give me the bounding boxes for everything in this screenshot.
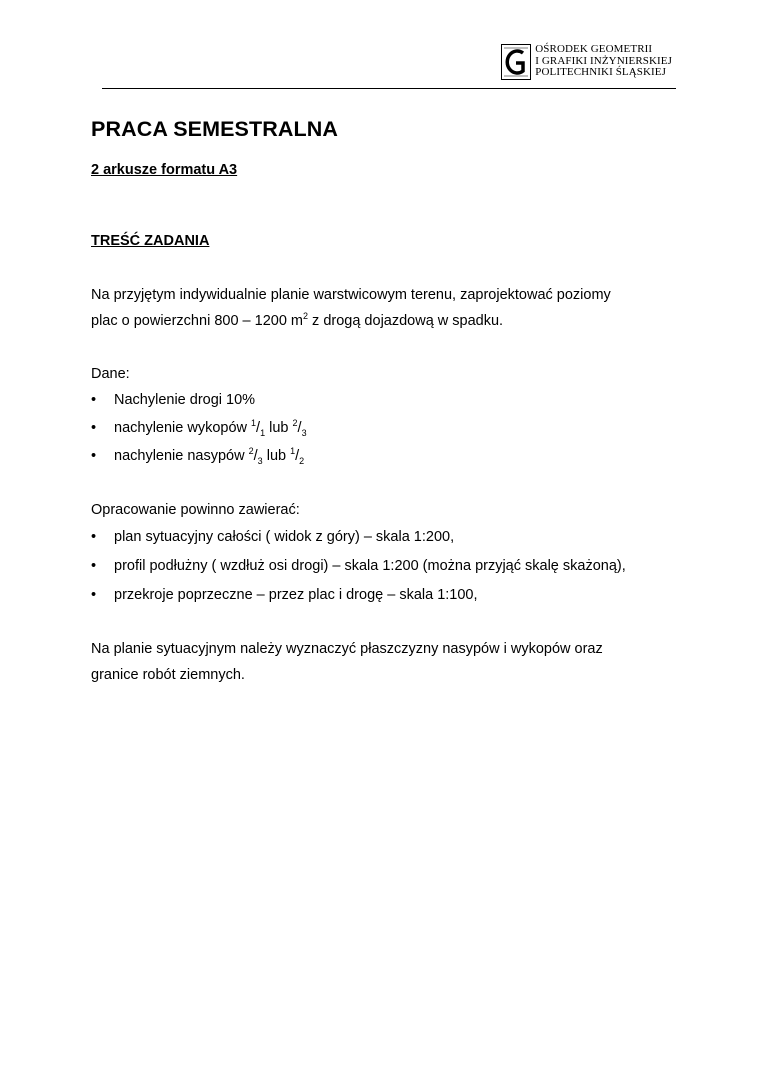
list-item	[91, 529, 454, 545]
institution-header	[501, 44, 672, 80]
subtitle: 2 arkusze formatu A3	[91, 162, 238, 178]
institution-line-3: POLITECHNIKI ŚLĄSKIEJ	[535, 66, 666, 78]
final-line-1: Na planie sytuacyjnym należy wyznaczyć płaszczyzny nasypów i wykopów oraz	[91, 641, 603, 657]
final-line-2: granice robót ziemnych.	[91, 667, 245, 683]
task-line-1: Na przyjętym indywidualnie planie warstwicowym terenu, zaprojektować poziomy	[91, 287, 611, 303]
list-item	[91, 392, 255, 408]
bullet-icon: •	[91, 558, 97, 574]
bullet-icon: •	[91, 448, 97, 464]
institution-name	[535, 44, 672, 79]
page-title: PRACA SEMESTRALNA	[91, 117, 338, 141]
list-item-text: nachylenie nasypów $^2/_3$ lub $^1/_2$	[114, 446, 305, 466]
list-item-text: profil podłużny ( wzdłuż osi drogi) – skala 1:200 (można przyjąć skalę skażoną),	[114, 558, 626, 574]
bullet-icon: •	[91, 392, 97, 408]
section-heading: TREŚĆ ZADANIA	[91, 233, 210, 249]
list-item-text: plan sytuacyjny całości ( widok z góry) – skala 1:200,	[114, 529, 455, 545]
institution-logo-icon	[501, 44, 531, 80]
given-label: Dane:	[91, 366, 130, 382]
list-item	[91, 558, 626, 574]
list-item	[91, 420, 307, 436]
list-item	[91, 587, 478, 603]
bullet-icon: •	[91, 420, 97, 436]
task-line-2: plac o powierzchni 800 – 1200 $m^2$ z drogą dojazdową w spadku.	[91, 311, 504, 329]
task-paragraph	[91, 282, 671, 334]
final-paragraph	[91, 636, 671, 688]
bullet-icon: •	[91, 587, 97, 603]
list-item-text: nachylenie wykopów $^1/_1$ lub $^2/_3$	[114, 418, 307, 438]
contents-label: Opracowanie powinno zawierać:	[91, 502, 300, 518]
bullet-icon: •	[91, 529, 97, 545]
list-item-text: Nachylenie drogi 10%	[114, 392, 256, 408]
list-item-text: przekroje poprzeczne – przez plac i drogę – skala 1:100,	[114, 587, 478, 603]
institution-line-2: I GRAFIKI INŻYNIERSKIEJ	[535, 54, 672, 67]
institution-line-1: OŚRODEK GEOMETRII	[535, 43, 653, 55]
header-divider	[102, 88, 676, 89]
list-item	[91, 448, 304, 464]
